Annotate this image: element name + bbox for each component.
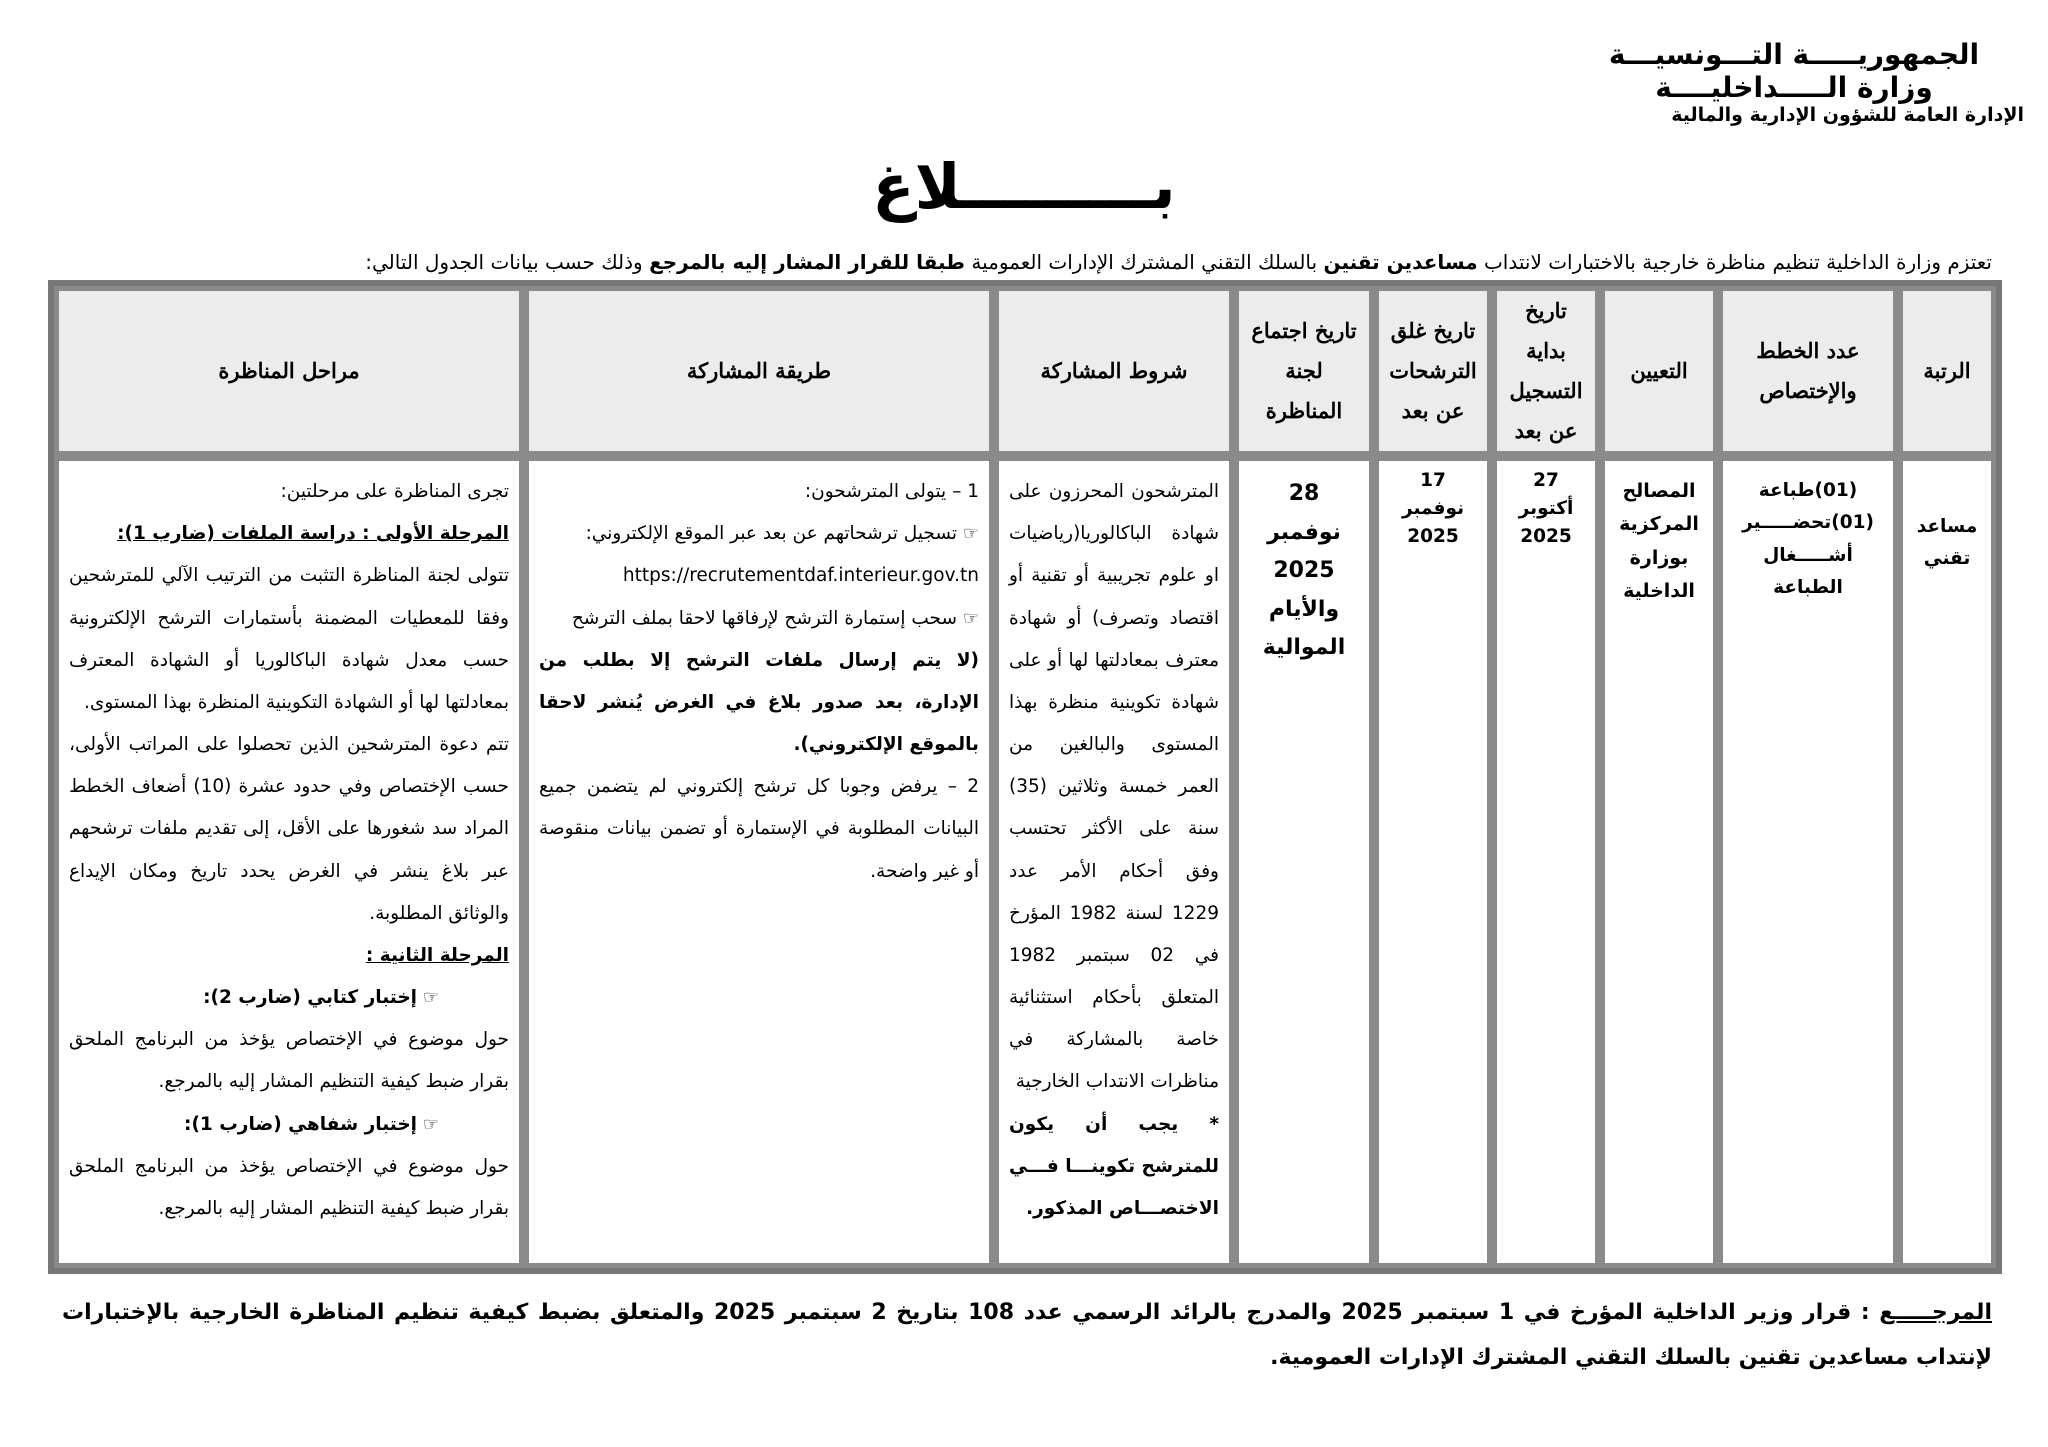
intro-paragraph	[42, 250, 1992, 274]
stage-1-text: تتولى لجنة المناظرة التثبت من الترتيب الآلي للمترشحين وفقا للمعطيات المضمنة بأستمارات الترشح الإلكترونية حسب معدل شهادة الباكالوريا أو الشهادة المعترف بمعادلتها لها أو الشهادة التكوينية المنظرة بهذا المستوى.	[69, 565, 509, 713]
cell-committee: 28 نوفمبر 2025 والأيام الموالية	[1234, 456, 1374, 1268]
table-row	[54, 456, 1996, 1268]
method-form-text: سحب إستمارة الترشح لإرفاقها لاحقا بملف الترشح	[571, 607, 957, 629]
cell-method	[524, 456, 994, 1268]
republic-name: الجمهوريـــــة التـــونسيـــة	[1608, 38, 1980, 71]
cell-reg-start: 27 أكتوبر 2025	[1492, 456, 1600, 1268]
method-item-form	[539, 598, 979, 640]
header-positions: عدد الخطط والإختصاص	[1718, 286, 1898, 456]
header-reg-start: تاريخ بداية التسجيل عن بعد	[1492, 286, 1600, 456]
cell-rank: مساعد تقني	[1898, 456, 1996, 1268]
reference-text: : قرار وزير الداخلية المؤرخ في 1 سبتمبر 2025 والمدرج بالرائد الرسمي عدد 108 بتاريخ 2 سبتمبر 2025 والمتعلق بضبط كيفية تنظيم المناظرة الخارجية بالإختبارات لإنتداب مساعدين تقنين بالسلك التقني المشترك الإدارات العمومية.	[62, 1300, 1992, 1371]
written-exam-text: حول موضوع في الإختصاص يؤخذ من البرنامج الملحق بقرار ضبط كيفية التنظيم المشار إليه بالمرجع.	[69, 1029, 509, 1093]
header-method: طريقة المشاركة	[524, 286, 994, 456]
ministry-name: وزارة الـــــداخليــــة	[1655, 71, 1933, 105]
intro-text-3: وذلك حسب بيانات الجدول التالي:	[365, 250, 650, 274]
method-step-2: 2 – يرفض وجوبا كل ترشح إلكتروني لم يتضمن جميع البيانات المطلوبة في الإستمارة أو تضمن بيانات منقوصة أو غير واضحة.	[539, 776, 979, 882]
position-1: (01)طباعة	[1758, 480, 1858, 501]
table-header-row	[54, 286, 1996, 456]
pointer-hand-icon: ☞	[962, 607, 979, 629]
reference-label: المرجـــــع	[1879, 1300, 1992, 1325]
pointer-hand-icon: ☞	[962, 523, 979, 545]
oral-exam-text: حول موضوع في الإختصاص يؤخذ من البرنامج الملحق بقرار ضبط كيفية التنظيم المشار إليه بالمرجع.	[69, 1155, 509, 1219]
cell-conditions	[994, 456, 1234, 1268]
pointer-hand-icon: ☞	[422, 1113, 439, 1135]
header-assignment: التعيين	[1600, 286, 1718, 456]
stage-1-title: المرحلة الأولى : دراسة الملفات (ضارب 1):	[117, 523, 509, 545]
letterhead	[1594, 38, 2024, 127]
conditions-text: المترشحون المحرزون على شهادة الباكالوريا(رياضيات او علوم تجريبية أو تقنية أو اقتصاد وتصرف) أو شهادة معترف بمعادلتها لها أو على شهادة تكوينية منظرة بهذا المستوى والبالغين من العمر خمسة وثلاثين (35) سنة على الأكثر تحتسب وفق أحكام الأمر عدد 1229 لسنة 1982 المؤرخ في 02 سبتمبر 1982 المتعلق بأحكام استثنائية خاصة بالمشاركة في مناظرات الانتداب الخارجية	[1009, 481, 1219, 1093]
header-conditions: شروط المشاركة	[994, 286, 1234, 456]
written-exam-title	[69, 977, 509, 1019]
written-exam-label: إختبار كتابي (ضارب 2):	[203, 987, 417, 1009]
oral-exam-title	[69, 1104, 509, 1146]
oral-exam-label: إختبار شفاهي (ضارب 1):	[184, 1113, 417, 1135]
cell-assignment: المصالح المركزية بوزارة الداخلية	[1600, 456, 1718, 1268]
stage-2-title: المرحلة الثانية :	[365, 944, 509, 966]
method-step-1: 1 – يتولى المترشحون:	[804, 481, 979, 502]
method-item-register	[539, 513, 979, 555]
intro-bold-2: طبقا للقرار المشار إليه بالمرجع	[649, 250, 965, 274]
conditions-note: * يجب أن يكون للمترشح تكوينـــا فـــي الاختصـــاص المذكور.	[1009, 1113, 1219, 1219]
method-form-note: (لا يتم إرسال ملفات الترشح إلا بطلب من الإدارة، بعد صدور بلاغ في الغرض يُنشر لاحقا بالموقع الإلكتروني).	[539, 649, 979, 756]
header-rank: الرتبة	[1898, 286, 1996, 456]
page-title: بـــــــــلاغ	[872, 150, 1176, 223]
cell-positions	[1718, 456, 1898, 1268]
stage-1-text-2: تتم دعوة المترشحين الذين تحصلوا على المراتب الأولى، حسب الإختصاص وفي حدود عشرة (10) أضعاف الخطط المراد سد شغورها على الأقل، إلى تقديم ملفات ترشحهم عبر بلاغ ينشر في الغرض يحدد تاريخ ومكان الإيداع والوثائق المطلوبة.	[69, 734, 509, 924]
reference-note	[62, 1290, 1992, 1380]
header-reg-close: تاريخ غلق الترشحات عن بعد	[1374, 286, 1492, 456]
directorate-name: الإدارة العامة للشؤون الإدارية والمالية	[1671, 104, 2024, 127]
intro-text-2: بالسلك التقني المشترك الإدارات العمومية	[964, 250, 1324, 274]
method-register-text: تسجيل ترشحاتهم عن بعد عبر الموقع الإلكتروني:	[585, 523, 957, 545]
competition-table	[48, 280, 2002, 1274]
stages-intro: تجرى المناظرة على مرحلتين:	[280, 481, 509, 502]
pointer-hand-icon: ☞	[422, 987, 439, 1009]
cell-reg-close: 17 نوفمبر 2025	[1374, 456, 1492, 1268]
header-committee: تاريخ اجتماع لجنة المناظرة	[1234, 286, 1374, 456]
recruitment-website-url: https://recrutementdaf.interieur.gov.tn	[622, 565, 979, 587]
header-stages: مراحل المناظرة	[54, 286, 524, 456]
intro-bold-1: مساعدين تقنين	[1323, 250, 1478, 274]
intro-text-1: تعتزم وزارة الداخلية تنظيم مناظرة خارجية بالاختبارات لانتداب	[1477, 250, 1992, 274]
cell-stages	[54, 456, 524, 1268]
position-2: (01)تحضـــــير أشـــــغال الطباعة	[1742, 512, 1874, 599]
